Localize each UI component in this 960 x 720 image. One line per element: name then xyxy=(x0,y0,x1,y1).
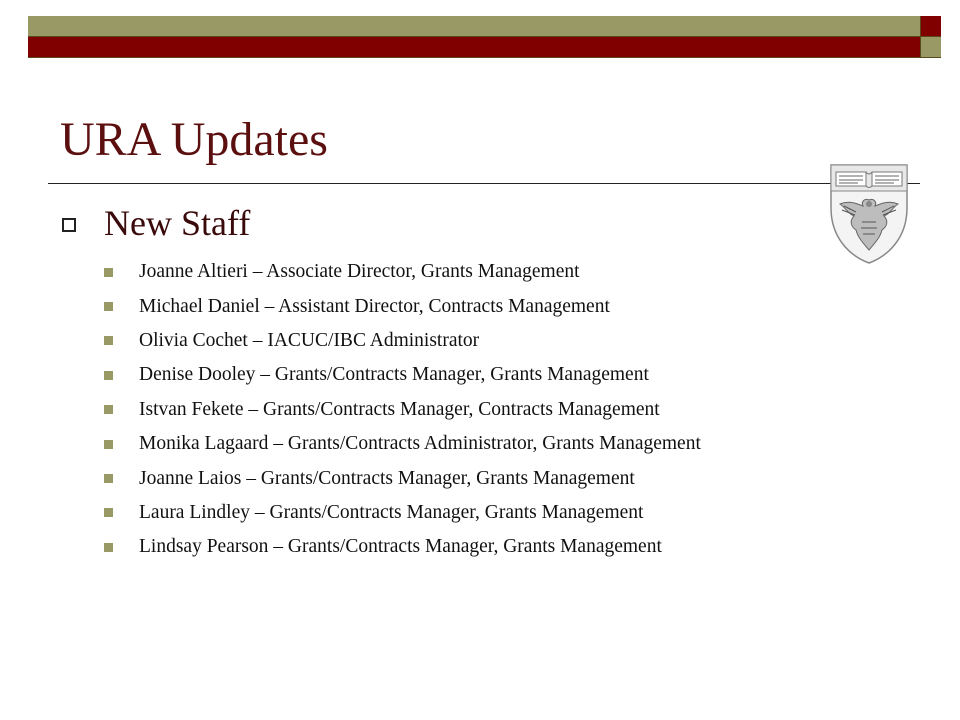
list-item xyxy=(104,255,701,289)
square-bullet-icon xyxy=(104,474,113,483)
square-bullet-icon xyxy=(104,440,113,449)
list-item xyxy=(104,461,701,495)
square-bullet-icon xyxy=(104,405,113,414)
square-bullet-icon xyxy=(104,543,113,552)
square-bullet-icon xyxy=(104,336,113,345)
header-divider xyxy=(28,36,941,37)
staff-entry: Laura Lindley – Grants/Contracts Manager, Grants Management xyxy=(139,501,644,523)
square-bullet-icon xyxy=(104,268,113,277)
staff-entry: Michael Daniel – Assistant Director, Contracts Management xyxy=(139,295,610,317)
list-item xyxy=(104,324,701,358)
staff-entry: Monika Lagaard – Grants/Contracts Administrator, Grants Management xyxy=(139,433,701,455)
list-item xyxy=(104,358,701,392)
header-square-maroon xyxy=(920,16,941,37)
header-bar-olive xyxy=(28,16,920,37)
section-new-staff xyxy=(62,202,250,244)
header-bottom-line xyxy=(28,57,941,58)
list-item xyxy=(104,530,701,564)
title-rule xyxy=(48,183,920,184)
slide-title: URA Updates xyxy=(60,113,328,166)
staff-entry: Denise Dooley – Grants/Contracts Manager, Grants Management xyxy=(139,364,649,386)
staff-entry: Lindsay Pearson – Grants/Contracts Manager, Grants Management xyxy=(139,536,662,558)
header-bar-maroon xyxy=(28,37,920,57)
staff-entry: Joanne Laios – Grants/Contracts Manager, Grants Management xyxy=(139,467,635,489)
list-item xyxy=(104,427,701,461)
section-heading: New Staff xyxy=(104,203,251,243)
hollow-square-bullet-icon xyxy=(62,218,76,232)
header-vertical-divider xyxy=(920,16,921,57)
header-square-olive xyxy=(920,37,941,57)
list-item xyxy=(104,289,701,323)
list-item xyxy=(104,496,701,530)
staff-entry: Joanne Altieri – Associate Director, Grants Management xyxy=(139,261,580,283)
square-bullet-icon xyxy=(104,302,113,311)
square-bullet-icon xyxy=(104,371,113,380)
list-item xyxy=(104,393,701,427)
university-crest-icon xyxy=(828,162,910,266)
square-bullet-icon xyxy=(104,508,113,517)
staff-entry: Istvan Fekete – Grants/Contracts Manager, Contracts Management xyxy=(139,398,660,420)
staff-list xyxy=(104,255,701,565)
staff-entry: Olivia Cochet – IACUC/IBC Administrator xyxy=(139,329,480,351)
